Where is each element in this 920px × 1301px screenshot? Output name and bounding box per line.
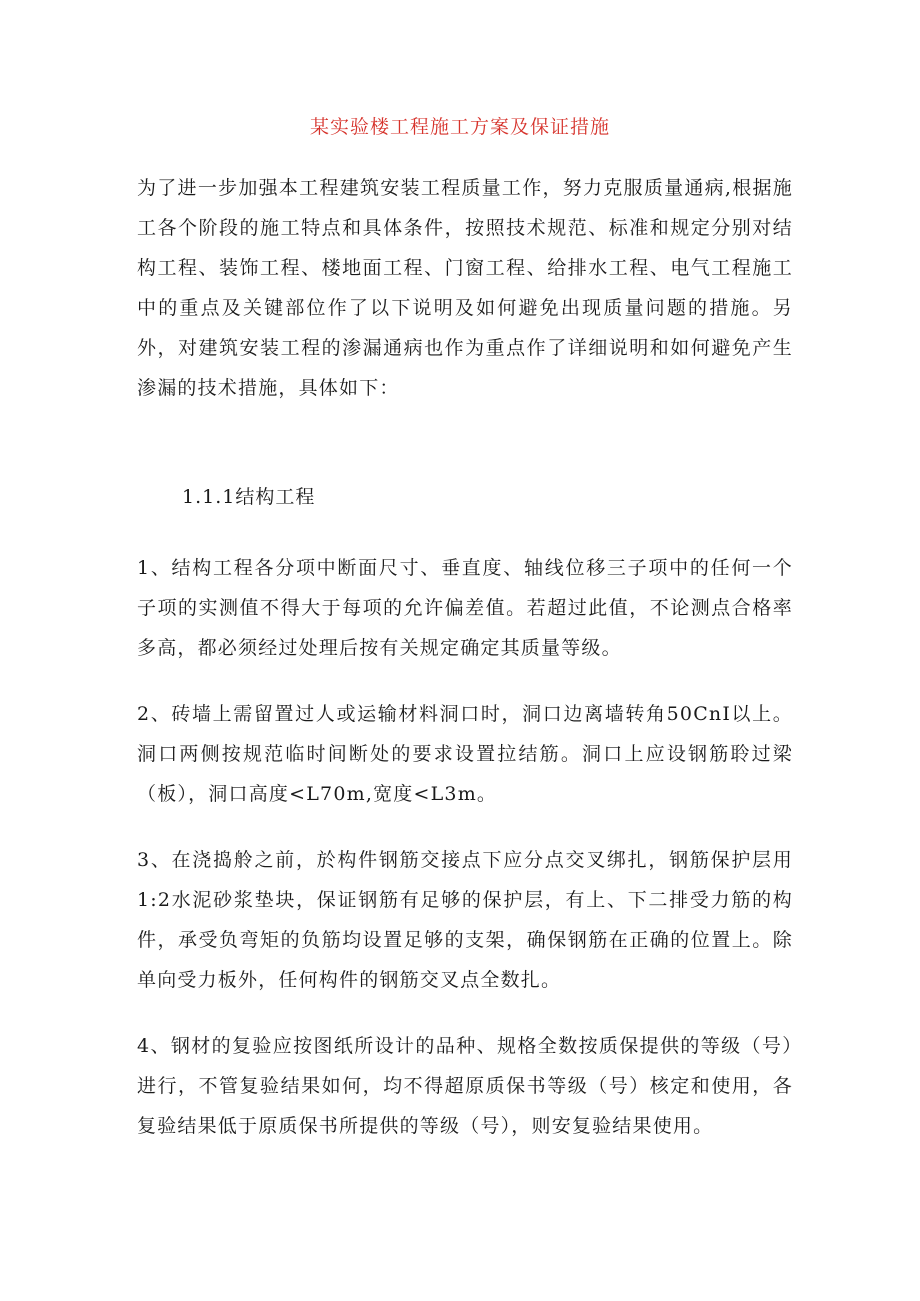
intro-paragraph: 为了进一步加强本工程建筑安装工程质量工作，努力克服质量通病,根据施工各个阶段的施工特点和具体条件，按照技术规范、标准和规定分别对结构工程、装饰工程、楼地面工程、门窗工程、给排水工程、电气工程施工中的重点及关键部位作了以下说明及如何避免出现质量问题的措施。另外，对建筑安装工程的渗漏通病也作为重点作了详细说明和如何避免产生渗漏的技术措施，具体如下： — [137, 177, 793, 399]
document-title: 某实验楼工程施工方案及保证措施 — [309, 116, 610, 138]
list-item-3: 3、在浇捣舲之前，於构件钢筋交接点下应分点交叉绑扎，钢筋保护层用1:2水泥砂浆垫块，保证钢筋有足够的保护层，有上、下二排受力筋的构件，承受负弯矩的负筋均设置足够的支架，确保钢筋在正确的位置上。除单向受力板外，任何构件的钢筋交叉点全数扎。 — [137, 849, 793, 991]
list-item-4: 4、钢材的复验应按图纸所设计的品种、规格全数按质保提供的等级（号）进行，不管复验结果如何，均不得超原质保书等级（号）核定和使用，各复验结果低于原质保书所提供的等级（号），则安复验结果使用。 — [137, 1035, 793, 1137]
section-heading: 1.1.1结构工程 — [182, 486, 316, 508]
list-item-2: 2、砖墙上需留置过人或运输材料洞口时，洞口边离墙转角50CnI以上。洞口两侧按规范临时间断处的要求设置拉结筋。洞口上应设钢筋聆过梁（板），洞口高度<L70m,宽度<L3m。 — [137, 703, 793, 805]
list-item-1: 1、结构工程各分项中断面尺寸、垂直度、轴线位移三子项中的任何一个子项的实测值不得大于每项的允许偏差值。若超过此值，不论测点合格率多高，都必须经过处理后按有关规定确定其质量等级。 — [137, 557, 793, 659]
